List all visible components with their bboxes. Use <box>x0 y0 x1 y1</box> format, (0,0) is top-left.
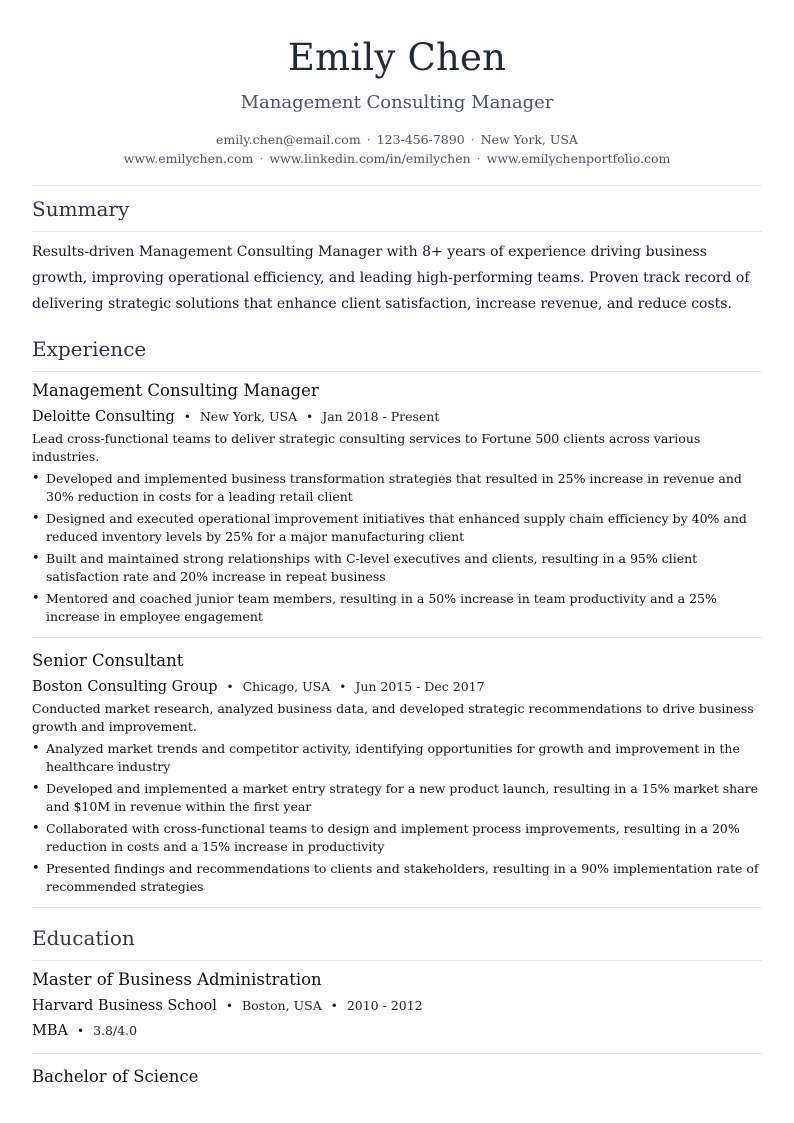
entry-divider <box>32 907 762 908</box>
degree-name: Bachelor of Science <box>32 1067 199 1086</box>
school-location: Boston, USA <box>241 998 322 1013</box>
education-entry <box>32 970 762 1041</box>
entry-divider <box>32 1053 762 1054</box>
phone-number: 123-456-7890 <box>376 132 465 147</box>
achievement-item: • Built and maintained strong relationships with C-level executives and clients, resulting in a 95% client satisfaction rate and 20% increase in repeat business <box>32 550 762 586</box>
meta-separator: • <box>339 680 347 694</box>
degree-name: Master of Business Administration <box>32 970 322 989</box>
meta-separator: • <box>306 410 314 424</box>
website-link[interactable]: www.emilychen.com <box>123 151 254 166</box>
experience-section <box>32 337 762 908</box>
meta-separator: • <box>226 680 234 694</box>
experience-heading: Experience <box>32 337 147 361</box>
resume-header <box>32 0 762 168</box>
contact-separator: · <box>366 132 371 147</box>
education-meta <box>32 996 762 1016</box>
meta-separator: • <box>225 999 233 1013</box>
summary-heading: Summary <box>32 197 130 221</box>
experience-heading-divider <box>32 371 762 372</box>
education-heading-divider <box>32 960 762 961</box>
entry-divider <box>32 637 762 638</box>
job-description: Lead cross-functional teams to deliver strategic consulting services to Fortune 500 clients across various industries. <box>32 431 701 464</box>
contact-separator: · <box>470 132 475 147</box>
achievement-item: • Collaborated with cross-functional teams to design and implement process improvements, resulting in a 20% reduction in costs and a 15% increase in productivity <box>32 820 762 856</box>
meta-separator: • <box>330 999 338 1013</box>
school-name: Harvard Business School <box>32 998 217 1014</box>
job-meta <box>32 677 762 697</box>
education-section <box>32 926 762 1087</box>
summary-heading-divider <box>32 231 762 232</box>
achievement-item: • Presented findings and recommendations to clients and stakeholders, resulting in a 90% implementation rate of recommended strategies <box>32 860 762 896</box>
gpa: 3.8/4.0 <box>93 1023 138 1038</box>
linkedin-link[interactable]: www.linkedin.com/in/emilychen <box>269 151 471 166</box>
achievement-item: • Designed and executed operational improvement initiatives that enhanced supply chain efficiency by 40% and reduced inventory levels by 25% for a major manufacturing client <box>32 510 762 546</box>
job-location: New York, USA <box>199 409 298 424</box>
location: New York, USA <box>480 132 578 147</box>
education-dates: 2010 - 2012 <box>346 998 423 1013</box>
candidate-name: Emily Chen <box>287 36 507 79</box>
job-dates: Jun 2015 - Dec 2017 <box>355 679 485 694</box>
contact-line-primary <box>32 130 762 149</box>
experience-entry <box>32 651 762 896</box>
job-description: Conducted market research, analyzed business data, and developed strategic recommendations to drive business growth and improvement. <box>32 701 754 734</box>
job-meta <box>32 407 762 427</box>
meta-separator: • <box>183 410 191 424</box>
achievement-list <box>32 470 762 626</box>
company-name: Boston Consulting Group <box>32 679 218 695</box>
job-role: Senior Consultant <box>32 651 184 670</box>
education-entry <box>32 1067 762 1087</box>
contact-separator: · <box>476 151 481 166</box>
job-location: Chicago, USA <box>242 679 331 694</box>
contact-separator: · <box>259 151 264 166</box>
email-link[interactable]: emily.chen@email.com <box>216 132 361 147</box>
summary-text: Results-driven Management Consulting Manager with 8+ years of experience driving business growth, improving operational efficiency, and leading high-performing teams. Proven track record of delivering strategic solutions that enhance client satisfaction, increase revenue, and reduce costs. <box>32 244 750 312</box>
achievement-list <box>32 740 762 896</box>
job-dates: Jan 2018 - Present <box>322 409 440 424</box>
candidate-title: Management Consulting Manager <box>240 92 554 113</box>
achievement-item: • Developed and implemented a market entry strategy for a new product launch, resulting in a 15% market share and $10M in revenue within the first year <box>32 780 762 816</box>
degree-field: MBA <box>32 1023 68 1039</box>
achievement-item: • Developed and implemented business transformation strategies that resulted in 25% increase in revenue and 30% reduction in costs for a leading retail client <box>32 470 762 506</box>
header-divider <box>32 185 762 186</box>
company-name: Deloitte Consulting <box>32 409 175 425</box>
education-heading: Education <box>32 926 135 950</box>
education-field-meta <box>32 1021 762 1041</box>
achievement-item: • Mentored and coached junior team members, resulting in a 50% increase in team productivity and a 25% increase in employee engagement <box>32 590 762 626</box>
meta-separator: • <box>76 1024 85 1038</box>
contact-line-links <box>32 149 762 168</box>
job-role: Management Consulting Manager <box>32 381 319 400</box>
experience-entry <box>32 381 762 626</box>
achievement-item: • Analyzed market trends and competitor activity, identifying opportunities for growth and improvement in the healthcare industry <box>32 740 762 776</box>
summary-section <box>32 197 762 317</box>
portfolio-link[interactable]: www.emilychenportfolio.com <box>486 151 671 166</box>
